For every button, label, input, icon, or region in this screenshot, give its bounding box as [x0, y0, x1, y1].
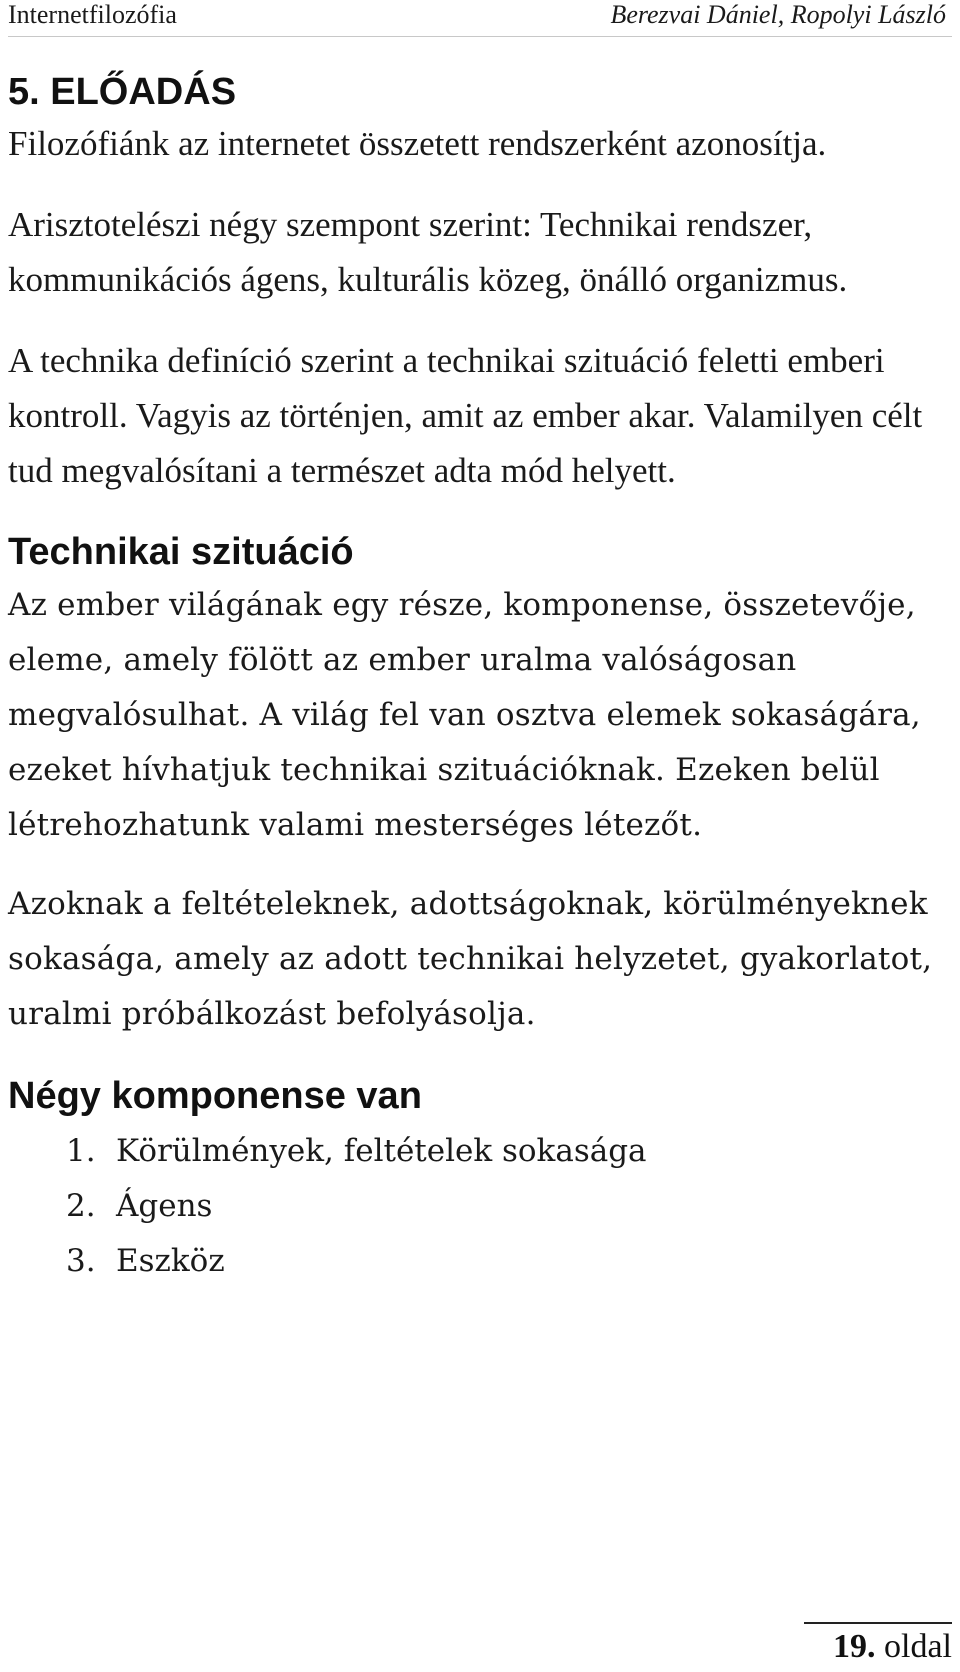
list-item — [66, 1234, 952, 1289]
page-number-value: 19. — [833, 1628, 876, 1665]
page-number-word: oldal — [884, 1628, 952, 1665]
list-item-number: 3. — [66, 1243, 96, 1279]
section1-paragraph-2: Azoknak a feltételeknek, adottságoknak, körülményeknek sokasága, amely az adott technikai helyzetet, gyakorlatot, uralmi próbálkozást befolyásolja. — [8, 886, 933, 1032]
components-list — [8, 1124, 952, 1289]
list-item-number: 1. — [66, 1133, 96, 1169]
lecture-heading: 5. ELŐADÁS — [8, 71, 237, 113]
list-item — [66, 1124, 952, 1179]
section-heading-negy-komponense: Négy komponense van — [8, 1075, 422, 1117]
header-course-title: Internetfilozófia — [8, 0, 177, 29]
list-item-text: Eszköz — [116, 1243, 225, 1279]
list-item-text: Körülmények, feltételek sokasága — [116, 1133, 647, 1169]
list-item — [66, 1179, 952, 1234]
list-item-text: Ágens — [116, 1188, 213, 1224]
header-authors: Berezvai Dániel, Ropolyi László — [610, 0, 946, 29]
intro-paragraph-2: Arisztotelészi négy szempont szerint: Technikai rendszer, kommunikációs ágens, kulturális közeg, önálló organizmus. — [8, 205, 848, 299]
intro-paragraph-1: Filozófiánk az internetet összetett rendszerként azonosítja. — [8, 124, 827, 163]
section-heading-technikai-szituacio: Technikai szituáció — [8, 531, 354, 573]
intro-paragraph-3: A technika definíció szerint a technikai szituáció feletti emberi kontroll. Vagyis az történjen, amit az ember akar. Valamilyen célt tud megvalósítani a természet adta mód helyett. — [8, 341, 923, 490]
page-content — [8, 58, 952, 1289]
page-number — [804, 1622, 952, 1670]
section1-paragraph-1: Az ember világának egy része, komponense, összetevője, eleme, amely fölött az ember uralma valóságosan megvalósulhat. A világ fel van osztva elemek sokaságára, ezeket hívhatjuk technikai szituációknak. Ezeken belül létrehozhatunk valami mesterséges létezőt. — [8, 587, 921, 843]
list-item-number: 2. — [66, 1188, 96, 1224]
running-header — [8, 0, 952, 37]
